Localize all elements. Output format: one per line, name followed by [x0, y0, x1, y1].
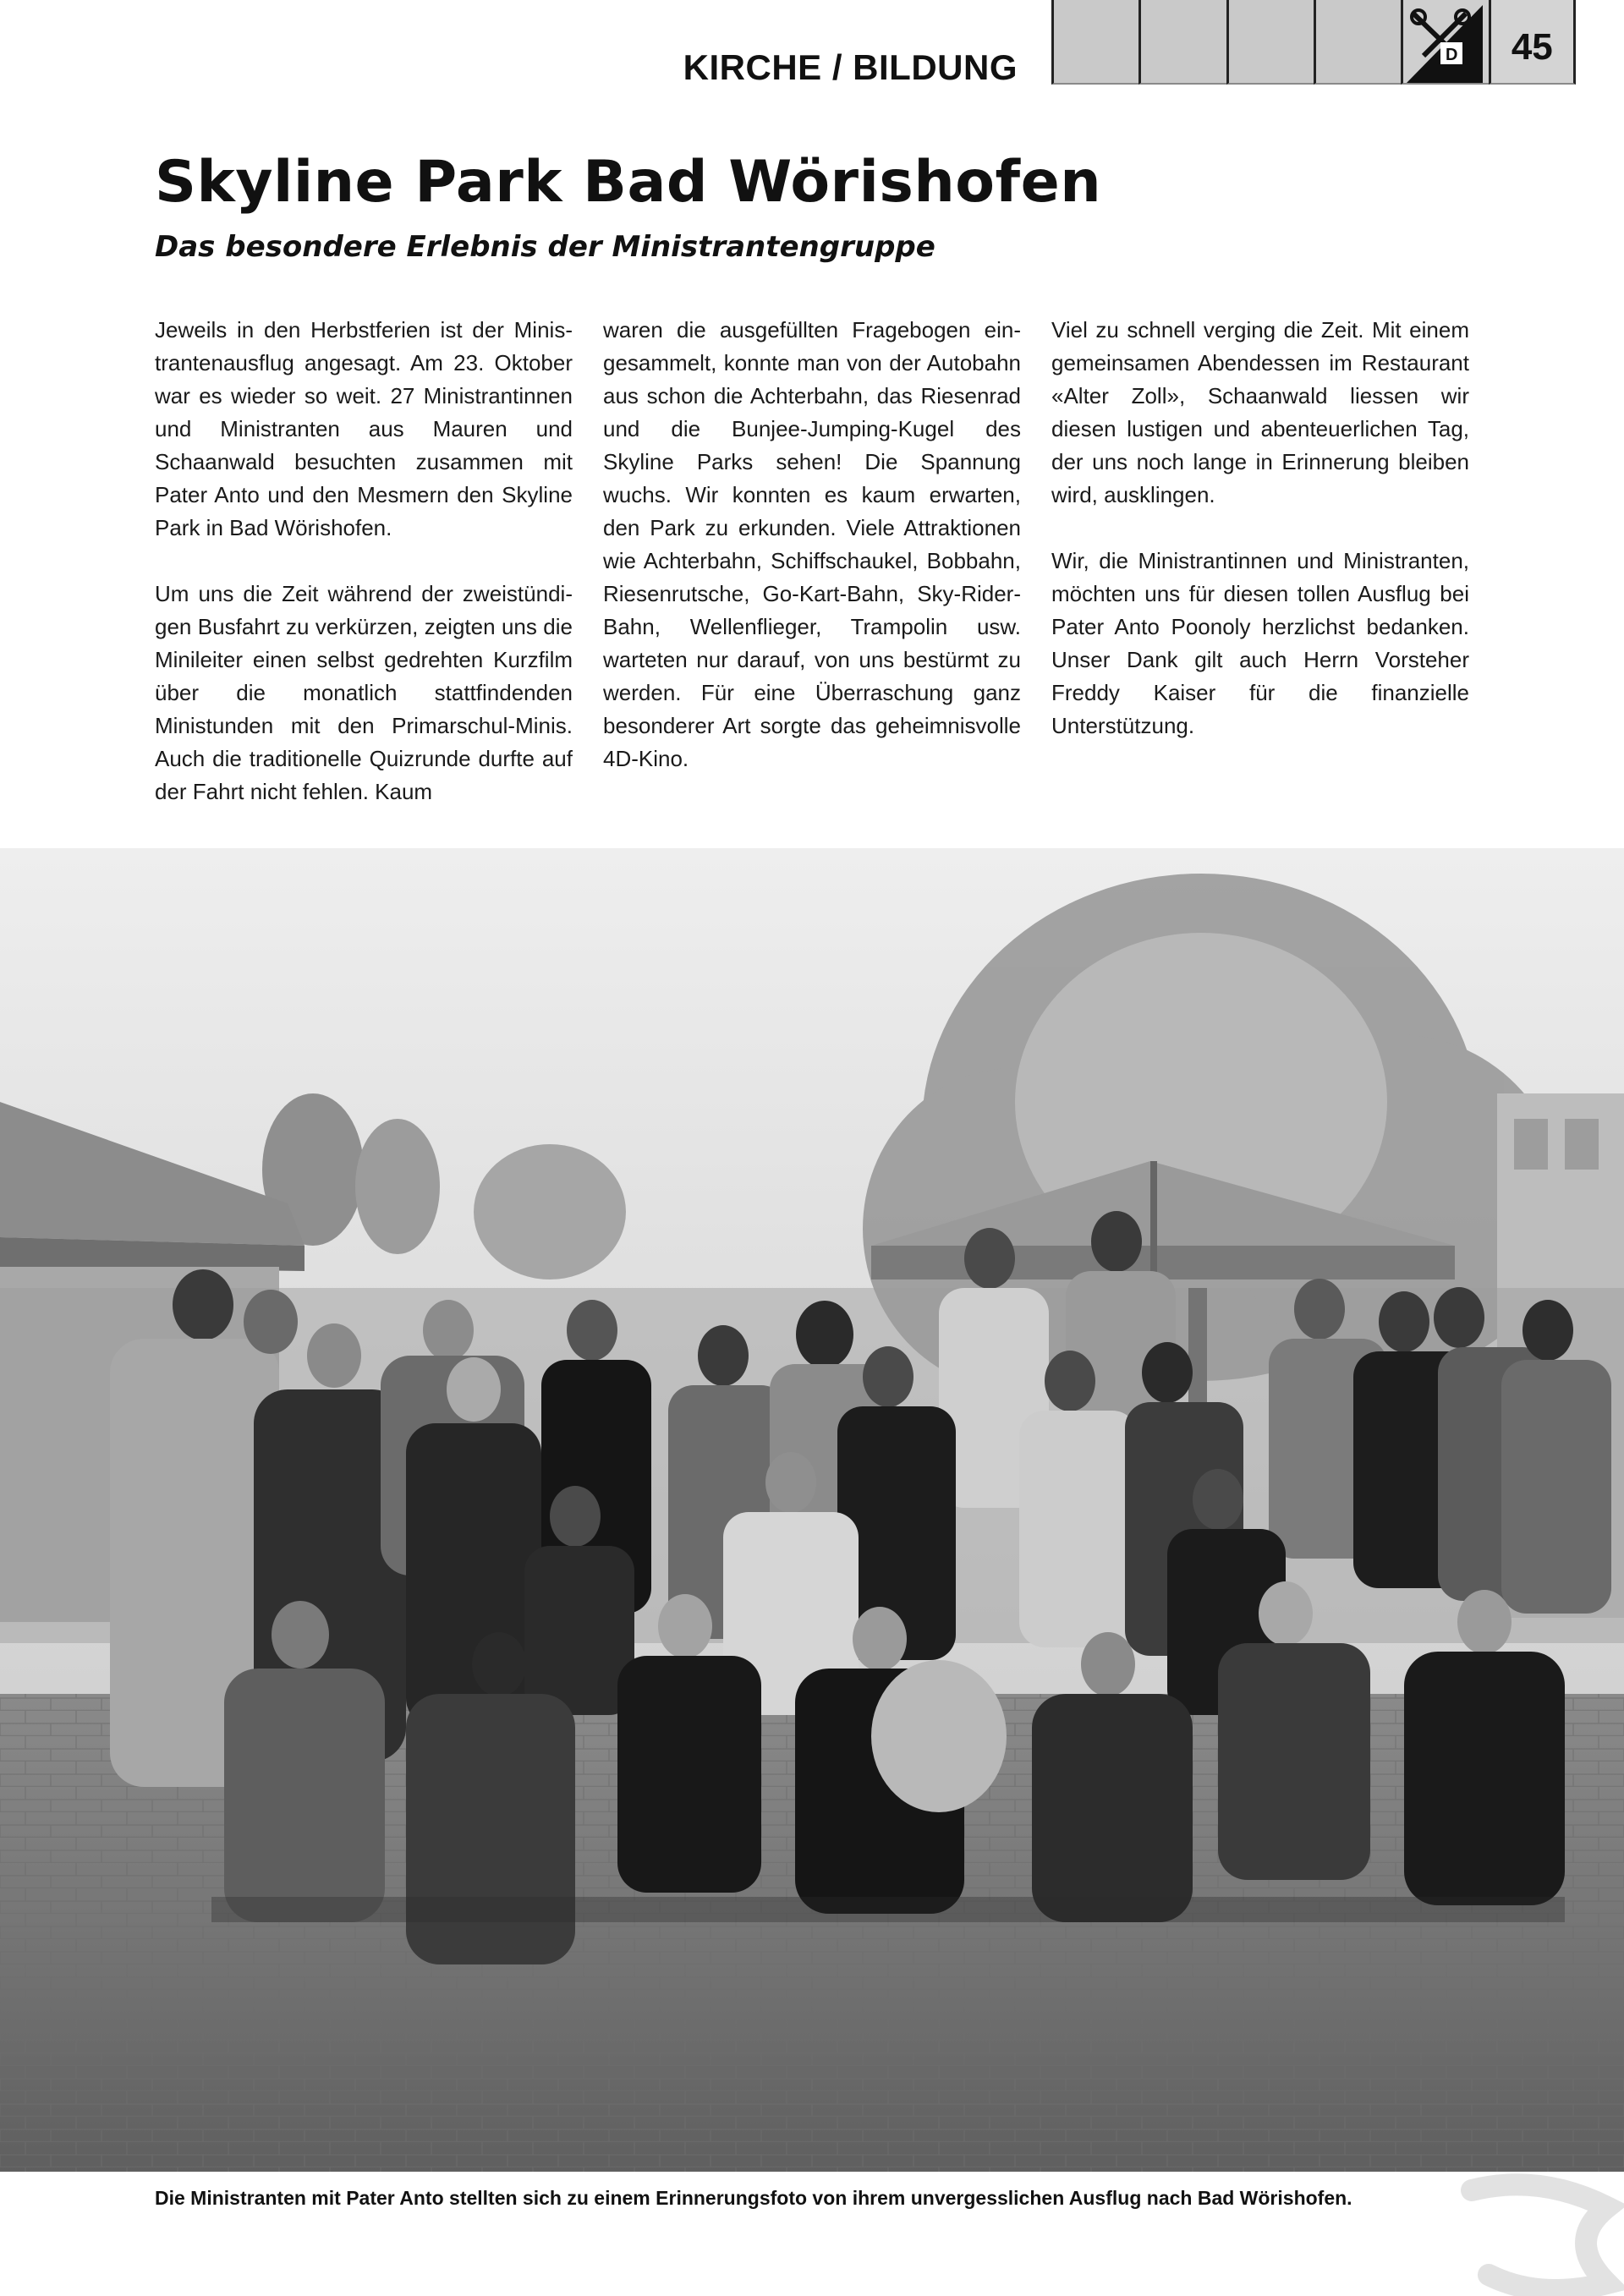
text-column-3 [1051, 314, 1469, 775]
paragraph: Um uns die Zeit während der zweistündigen Busfahrt zu verkürzen, zeigten uns die Minileiter einen selbst gedrehten Kurzfilm über die monatlich stattfindenden Ministunden mit den Primarschul-Minis. Auch die traditionelle Quizrunde durfte auf der Fahrt nicht fehlen. Kaum [155, 581, 573, 804]
group-photo-ministrants-image [0, 848, 1624, 2172]
paragraph: Jeweils in den Herbstferien ist der Ministrantenausflug angesagt. Am 23. Oktober war es wieder so weit. 27 Ministrantinnen und Ministranten aus Mauren und Schaanwald besuchten zusammen mit Pater Anto und den Mesmern den Skyline Park in Bad Wörishofen. [155, 317, 573, 540]
section-title: KIRCHE / BILDUNG [683, 47, 1018, 87]
header-tab-strip [1051, 0, 1576, 86]
paragraph: Wir, die Ministrantinnen und Ministranten, möchten uns für diesen tollen Ausflug bei Pater Anto Poonoly herzlichst bedanken. Unser Dank gilt auch Herrn Vorsteher Freddy Kaiser für die finanzielle Unterstützung. [1051, 548, 1469, 738]
page-number: 45 [1511, 26, 1553, 68]
page-number-box [1489, 0, 1576, 85]
article-subtitle: Das besondere Erlebnis der Ministrantengruppe [155, 230, 935, 264]
header-cell [1138, 0, 1226, 85]
header-cell [1314, 0, 1401, 85]
svg-text:D: D [1446, 46, 1458, 64]
paragraph: Viel zu schnell verging die Zeit. Mit einem gemeinsamen Abendessen im Restaurant «Alter Zoll», Schaanwald liessen wir diesen lustigen und abenteuerlichen Tag, der uns noch lange in Erinnerung bleiben wird, ausklingen. [1051, 317, 1469, 507]
text-column-2 [603, 314, 1021, 808]
header-cell [1226, 0, 1314, 85]
text-column-1 [155, 314, 573, 841]
paragraph: waren die ausgefüllten Fragebogen eingesammelt, konnte man von der Autobahn aus schon die Achterbahn, das Riesenrad und die Bunjee-Jumping-Kugel des Skyline Parks sehen! Die Spannung wuchs. Wir konnten es kaum erwarten, den Park zu erkunden. Viele Attraktionen wie Achterbahn, Schiffschaukel, Bobbahn, Riesenrutsche, Go-Kart-Bahn, Sky-Rider-Bahn, Wellenflieger, Trampolin usw. warteten nur darauf, von uns bestürmt zu werden. Für eine Überraschung ganz besonderer Art sorgte das geheimnisvolle 4D-Kino. [603, 317, 1021, 771]
photo-caption: Die Ministranten mit Pater Anto stellten sich zu einem Erinnerungsfoto von ihrem unvergesslichen Ausflug nach Bad Wörishofen. [155, 2187, 1352, 2209]
header-cell [1051, 0, 1138, 85]
article-title: Skyline Park Bad Wörishofen [155, 149, 1102, 216]
watermark-graphic [1438, 2173, 1624, 2296]
crossed-keys-emblem-icon [1401, 0, 1488, 85]
